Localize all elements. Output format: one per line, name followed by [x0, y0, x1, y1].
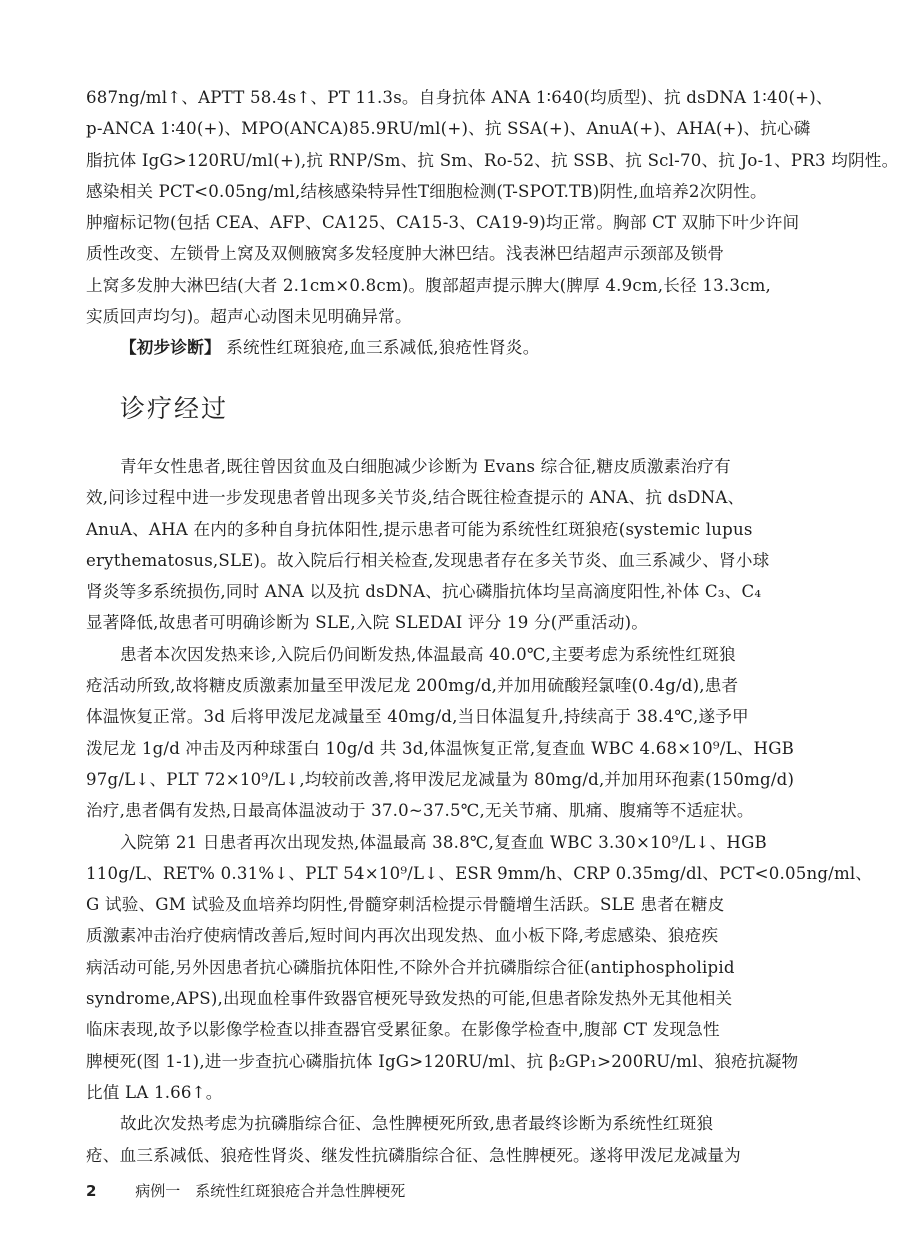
- text-line: 质性改变、左锁骨上窝及双侧腋窝多发轻度肿大淋巴结。浅表淋巴结超声示颈部及锁骨: [86, 244, 725, 264]
- text-line: 效,问诊过程中进一步发现患者曾出现多关节炎,结合既往检查提示的 ANA、抗 dsDNA、: [86, 488, 745, 508]
- text-line: 比值 LA 1.66↑。: [86, 1082, 223, 1102]
- text-line: 感染相关 PCT<0.05ng/ml,结核感染特异性T细胞检测(T-SPOT.TB)阴性,血培养2次阴性。: [86, 181, 767, 201]
- preliminary-diagnosis: [86, 332, 816, 363]
- text-line: 脂抗体 IgG>120RU/ml(+),抗 RNP/Sm、抗 Sm、Ro-52、抗 SSB、抗 Scl-70、抗 Jo-1、PR3 均阴性。: [86, 150, 899, 170]
- text-line: 泼尼龙 1g/d 冲击及丙种球蛋白 10g/d 共 3d,体温恢复正常,复查血 WBC 4.68×10⁹/L、HGB: [86, 738, 795, 758]
- text-line: 质激素冲击治疗使病情改善后,短时间内再次出现发热、血小板下降,考虑感染、狼疮疾: [86, 926, 719, 946]
- diagnosis-text: 系统性红斑狼疮,血三系减低,狼疮性肾炎。: [226, 338, 540, 358]
- text-line: 显著降低,故患者可明确诊断为 SLE,入院 SLEDAI 评分 19 分(严重活动)。: [86, 613, 649, 633]
- text-line: 临床表现,故予以影像学检查以排查器官受累征象。在影像学检查中,腹部 CT 发现急性: [86, 1020, 720, 1040]
- text-line: syndrome,APS),出现血栓事件致器官梗死导致发热的可能,但患者除发热外无其他相关: [86, 989, 733, 1009]
- text-line: 病活动可能,另外因患者抗心磷脂抗体阳性,不除外合并抗磷脂综合征(antiphospholipid: [86, 957, 735, 977]
- text-line: 体温恢复正常。3d 后将甲泼尼龙减量至 40mg/d,当日体温复升,持续高于 38.4℃,遂予甲: [86, 707, 749, 727]
- text-line: 患者本次因发热来诊,入院后仍间断发热,体温最高 40.0℃,主要考虑为系统性红斑狼: [120, 644, 736, 664]
- text-line: 110g/L、RET% 0.31%↓、PLT 54×10⁹/L↓、ESR 9mm/h、CRP 0.35mg/dl、PCT<0.05ng/ml、: [86, 863, 873, 883]
- text-line: erythematosus,SLE)。故入院后行相关检查,发现患者存在多关节炎、血三系减少、肾小球: [86, 550, 770, 570]
- text-line: 入院第 21 日患者再次出现发热,体温最高 38.8℃,复查血 WBC 3.30×10⁹/L↓、HGB: [120, 832, 767, 852]
- diagnosis-label: 【初步诊断】: [120, 337, 221, 358]
- text-line: 治疗,患者偶有发热,日最高体温波动于 37.0~37.5℃,无关节痛、肌痛、腹痛等不适症状。: [86, 801, 754, 821]
- running-title: 病例一 系统性红斑狼疮合并急性脾梗死: [135, 1182, 406, 1200]
- text-line: 青年女性患者,既往曾因贫血及白细胞减少诊断为 Evans 综合征,糖皮质激素治疗有: [120, 457, 731, 476]
- text-line: 故此次发热考虑为抗磷脂综合征、急性脾梗死所致,患者最终诊断为系统性红斑狼: [120, 1114, 714, 1134]
- text-line: 肾炎等多系统损伤,同时 ANA 以及抗 dsDNA、抗心磷脂抗体均呈高滴度阳性,补体 C₃、C₄: [86, 582, 762, 602]
- text-line: 实质回声均匀)。超声心动图未见明确异常。: [86, 307, 412, 327]
- text-line: 脾梗死(图 1-1),进一步查抗心磷脂抗体 IgG>120RU/ml、抗 β₂GP₁>200RU/ml、狼疮抗凝物: [86, 1051, 799, 1071]
- text-line: 97g/L↓、PLT 72×10⁹/L↓,均较前改善,将甲泼尼龙减量为 80mg/d,并加用环孢素(150mg/d): [86, 769, 795, 789]
- text-line: 疮活动所致,故将糖皮质激素加量至甲泼尼龙 200mg/d,并加用硫酸羟氯喹(0.4g/d),患者: [86, 676, 739, 696]
- text-line: AnuA、AHA 在内的多种自身抗体阳性,提示患者可能为系统性红斑狼疮(systemic lupus: [86, 519, 753, 539]
- page-footer: [86, 1176, 405, 1206]
- page-number: 2: [86, 1182, 97, 1200]
- text-line: 肿瘤标记物(包括 CEA、AFP、CA125、CA15-3、CA19-9)均正常。胸部 CT 双肺下叶少许间: [86, 213, 800, 233]
- text-line: 687ng/ml↑、APTT 58.4s↑、PT 11.3s。自身抗体 ANA 1∶640(均质型)、抗 dsDNA 1∶40(+)、: [86, 88, 833, 107]
- treatment-course-body: [86, 451, 873, 1171]
- section-heading: 诊疗经过: [120, 394, 229, 423]
- text-line: p-ANCA 1∶40(+)、MPO(ANCA)85.9RU/ml(+)、抗 SSA(+)、AnuA(+)、AHA(+)、抗心磷: [86, 119, 811, 139]
- text-line: 疮、血三系减低、狼疮性肾炎、继发性抗磷脂综合征、急性脾梗死。遂将甲泼尼龙减量为: [86, 1145, 741, 1165]
- text-line: 上窝多发肿大淋巴结(大者 2.1cm×0.8cm)。腹部超声提示脾大(脾厚 4.9cm,长径 13.3cm,: [86, 275, 771, 295]
- exam-results-paragraph: [86, 82, 899, 364]
- text-line: G 试验、GM 试验及血培养均阴性,骨髓穿刺活检提示骨髓增生活跃。SLE 患者在糖皮: [86, 895, 725, 915]
